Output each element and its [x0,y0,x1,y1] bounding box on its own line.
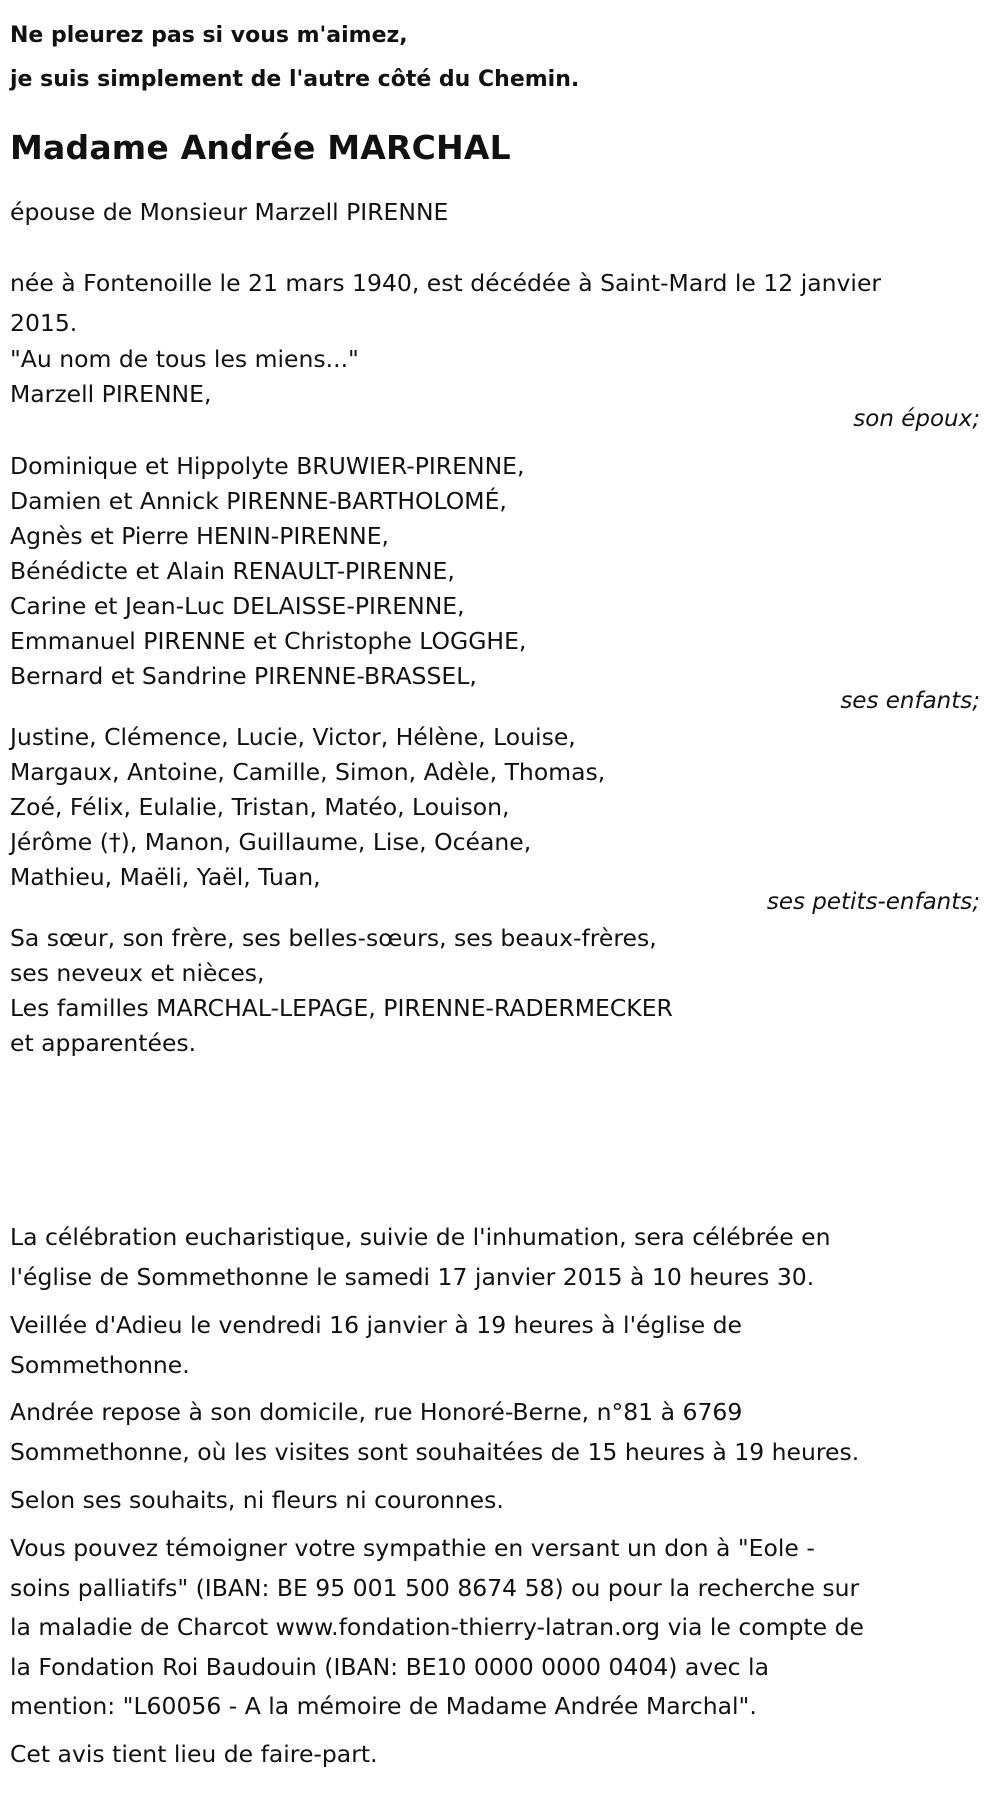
grandchild-line: Jérôme (†), Manon, Guillaume, Lise, Océane, [10,828,532,856]
donation-line: soins palliatifs" (IBAN: BE 95 001 500 8674 58) ou pour la recherche sur [10,1573,860,1602]
relatives-line: et apparentées. [10,1029,197,1057]
ceremony-line-2: l'église de Sommethonne le samedi 17 janvier 2015 à 10 heures 30. [10,1262,815,1291]
relatives-line: Sa sœur, son frère, ses belles-sœurs, ses beaux-frères, [10,924,657,952]
child-line: Bernard et Sandrine PIRENNE-BRASSEL, [10,662,477,690]
grandchild-line: Justine, Clémence, Lucie, Victor, Hélène, Louise, [10,723,576,751]
birth-death-block [10,264,990,343]
family-intro: "Au nom de tous les miens..." [10,345,359,373]
deceased-name: Madame Andrée MARCHAL [10,128,511,167]
relatives-line: ses neveux et nièces, [10,959,265,987]
donation-line: la maladie de Charcot www.fondation-thierry-latran.org via le compte de [10,1613,864,1641]
birth-death-line-2: 2015. [10,308,78,337]
closing-line: Cet avis tient lieu de faire-part. [10,1740,378,1768]
spouse-line: épouse de Monsieur Marzell PIRENNE [10,198,449,226]
flowers-block [10,1481,990,1521]
birth-death-line-1: née à Fontenoille le 21 mars 1940, est décédée à Saint-Mard le 12 janvier [10,269,882,297]
vigil-line-1: Veillée d'Adieu le vendredi 16 janvier à 19 heures à l'église de [10,1311,743,1339]
rest-block [10,1393,990,1472]
spouse-name: Marzell PIRENNE, [10,380,212,408]
donation-line: mention: "L60056 - A la mémoire de Madame Andrée Marchal". [10,1692,757,1720]
grandchild-line: Margaux, Antoine, Camille, Simon, Adèle, Thomas, [10,758,606,786]
family-block [10,342,990,1061]
vigil-line-2: Sommethonne. [10,1350,190,1379]
epigraph [10,14,579,102]
rest-line-1: Andrée repose à son domicile, rue Honoré-Berne, n°81 à 6769 [10,1398,743,1426]
child-line: Agnès et Pierre HENIN-PIRENNE, [10,522,390,550]
vigil-block [10,1306,990,1385]
ceremony-line-1: La célébration eucharistique, suivie de l'inhumation, sera célébrée en [10,1223,831,1251]
child-line: Carine et Jean-Luc DELAISSE-PIRENNE, [10,592,465,620]
rest-line-2: Sommethonne, où les visites sont souhaitées de 15 heures à 19 heures. [10,1437,860,1466]
child-line: Damien et Annick PIRENNE-BARTHOLOMÉ, [10,487,507,515]
flowers-line: Selon ses souhaits, ni fleurs ni couronnes. [10,1486,504,1514]
epigraph-line-1: Ne pleurez pas si vous m'aimez, [10,23,408,48]
donation-line: la Fondation Roi Baudouin (IBAN: BE10 0000 0000 0404) avec la [10,1652,769,1681]
relatives-line: Les familles MARCHAL-LEPAGE, PIRENNE-RADERMECKER [10,994,673,1022]
closing-block [10,1735,990,1775]
donation-block [10,1529,990,1727]
spouse-line-block [10,193,990,233]
grandchild-line: Zoé, Félix, Eulalie, Tristan, Matéo, Louison, [10,793,510,821]
epigraph-line-2: je suis simplement de l'autre côté du Chemin. [10,67,580,92]
child-line: Emmanuel PIRENNE et Christophe LOGGHE, [10,627,527,655]
donation-line: Vous pouvez témoigner votre sympathie en versant un don à "Eole - [10,1534,815,1562]
spouse-label: son époux; [853,406,980,432]
grandchild-line: Mathieu, Maëli, Yaël, Tuan, [10,863,321,891]
grandchildren-label: ses petits-enfants; [766,889,980,915]
children-label: ses enfants; [840,688,980,714]
ceremony-block [10,1218,990,1297]
child-line: Bénédicte et Alain RENAULT-PIRENNE, [10,557,455,585]
child-line: Dominique et Hippolyte BRUWIER-PIRENNE, [10,452,525,480]
